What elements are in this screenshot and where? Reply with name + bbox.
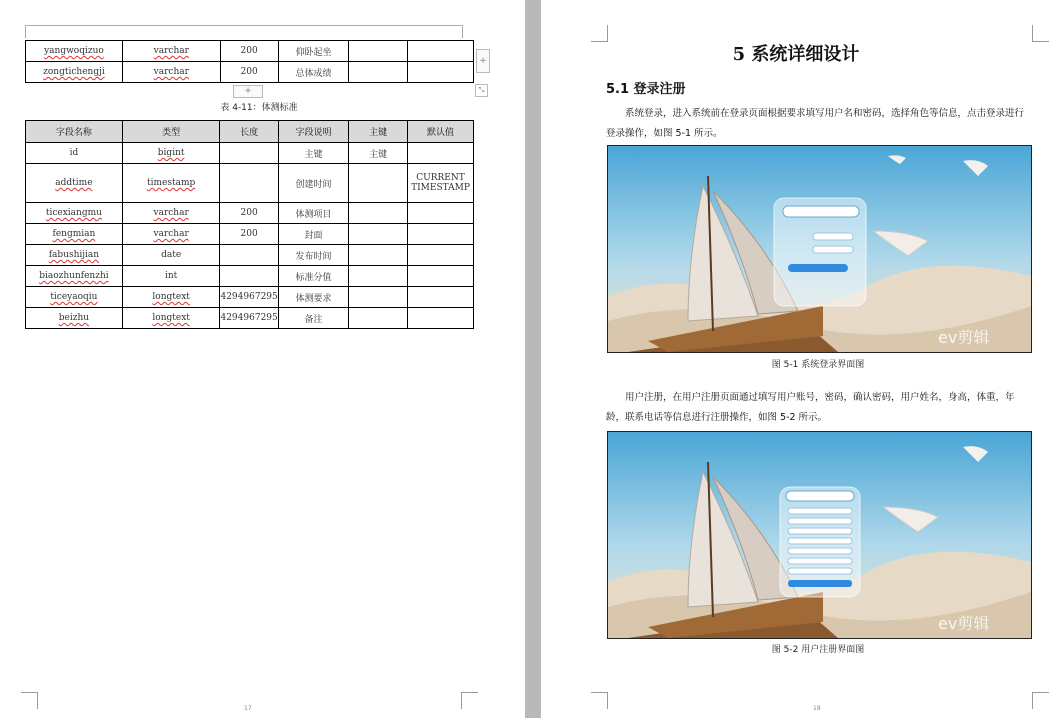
- table-row: [26, 287, 474, 308]
- table-cell: 4294967295: [220, 287, 278, 308]
- table-cell: [349, 164, 408, 203]
- table-cell: varchar: [122, 62, 220, 83]
- table-row: [26, 164, 474, 203]
- table-row: [26, 224, 474, 245]
- column-header: 字段说明: [278, 121, 349, 143]
- column-header: 字段名称: [26, 121, 123, 143]
- table-cell: 200: [220, 203, 278, 224]
- column-header: 默认值: [408, 121, 474, 143]
- register-screenshot: [607, 431, 1032, 639]
- add-column-button[interactable]: +: [476, 49, 490, 73]
- table-cell: 4294967295: [220, 308, 278, 329]
- table-cell: fengmian: [26, 224, 123, 245]
- table-cell: [349, 308, 408, 329]
- table-cell: [349, 203, 408, 224]
- crop-mark: [21, 692, 38, 709]
- table-cell: timestamp: [122, 164, 220, 203]
- table-cell: 200: [220, 224, 278, 245]
- table-row: [26, 266, 474, 287]
- table-cell: 主键: [278, 143, 349, 164]
- field-table: [25, 120, 474, 329]
- right-page: [541, 0, 1051, 718]
- table-row: [26, 143, 474, 164]
- table-cell: 200: [220, 62, 278, 83]
- table-cell: addtime: [26, 164, 123, 203]
- table-cell: [408, 287, 474, 308]
- column-header: 类型: [122, 121, 220, 143]
- table-cell: [349, 287, 408, 308]
- table-cell: longtext: [122, 287, 220, 308]
- table-row: [26, 203, 474, 224]
- table-cell: 封面: [278, 224, 349, 245]
- table-cell: [349, 41, 408, 62]
- crop-mark: [1032, 692, 1049, 709]
- crop-mark: [591, 692, 608, 709]
- table-cell: 仰卧起坐: [278, 41, 349, 62]
- table-row: [26, 245, 474, 266]
- table-cell: [408, 224, 474, 245]
- paragraph-login: 系统登录，进入系统前在登录页面根据要求填写用户名和密码，选择角色等信息，点击登录进行登录操作，如图 5-1 所示。: [606, 108, 1025, 139]
- table-cell: varchar: [122, 41, 220, 62]
- table-cell: [220, 245, 278, 266]
- table-cell: [408, 203, 474, 224]
- resize-handle-icon[interactable]: ⤡: [475, 84, 488, 97]
- table-cell: 备注: [278, 308, 349, 329]
- section-title: 5.1 登录注册: [606, 82, 686, 97]
- crop-mark: [461, 692, 478, 709]
- table-cell: CURRENT TIMESTAMP: [408, 164, 474, 203]
- table-cell: longtext: [122, 308, 220, 329]
- column-header: 长度: [220, 121, 278, 143]
- paragraph-register: 用户注册，在用户注册页面通过填写用户账号，密码，确认密码，用户姓名，身高，体重，年龄，联系电话等信息进行注册操作，如图 5-2 所示。: [606, 392, 1015, 423]
- table-cell: bigint: [122, 143, 220, 164]
- table-cell: fabushijian: [26, 245, 123, 266]
- table-cell: beizhu: [26, 308, 123, 329]
- table-cell: [408, 266, 474, 287]
- page-number: 18: [813, 705, 821, 712]
- table-cell: [349, 266, 408, 287]
- figure-caption-2: 图 5-2 用户注册界面图: [771, 645, 865, 655]
- table-cell: varchar: [122, 203, 220, 224]
- table-cell: 发布时间: [278, 245, 349, 266]
- table-cell: [220, 143, 278, 164]
- header-line: [25, 25, 463, 38]
- table-caption: 表 4-11：体测标准: [220, 103, 298, 113]
- top-table: [25, 40, 474, 83]
- add-row-button[interactable]: +: [233, 85, 263, 98]
- login-screenshot: [607, 145, 1032, 353]
- table-cell: 体测要求: [278, 287, 349, 308]
- page-number: 17: [244, 705, 252, 712]
- left-page: [0, 0, 525, 718]
- table-cell: [408, 308, 474, 329]
- table-cell: [349, 245, 408, 266]
- table-cell: [408, 143, 474, 164]
- table-row: [26, 41, 474, 62]
- table-cell: [408, 62, 474, 83]
- table-cell: id: [26, 143, 123, 164]
- table-cell: ticexiangmu: [26, 203, 123, 224]
- table-cell: [349, 62, 408, 83]
- column-header: 主键: [349, 121, 408, 143]
- table-row: [26, 308, 474, 329]
- watermark: ev剪辑: [938, 328, 990, 347]
- figure-caption-1: 图 5-1 系统登录界面图: [771, 360, 865, 370]
- table-cell: 200: [220, 41, 278, 62]
- table-cell: biaozhunfenzhi: [26, 266, 123, 287]
- table-cell: [408, 41, 474, 62]
- table-cell: 标准分值: [278, 266, 349, 287]
- table-cell: [220, 164, 278, 203]
- table-cell: 创建时间: [278, 164, 349, 203]
- table-cell: varchar: [122, 224, 220, 245]
- table-cell: yangwoqizuo: [26, 41, 123, 62]
- table-cell: [349, 224, 408, 245]
- chapter-title: 5 系统详细设计: [732, 44, 860, 65]
- table-cell: date: [122, 245, 220, 266]
- watermark: ev剪辑: [938, 614, 990, 633]
- table-cell: [408, 245, 474, 266]
- table-cell: [220, 266, 278, 287]
- table-cell: zongtichengji: [26, 62, 123, 83]
- table-cell: 总体成绩: [278, 62, 349, 83]
- table-row: [26, 62, 474, 83]
- table-cell: ticeyaoqiu: [26, 287, 123, 308]
- table-cell: 体测项目: [278, 203, 349, 224]
- table-cell: 主键: [349, 143, 408, 164]
- table-cell: int: [122, 266, 220, 287]
